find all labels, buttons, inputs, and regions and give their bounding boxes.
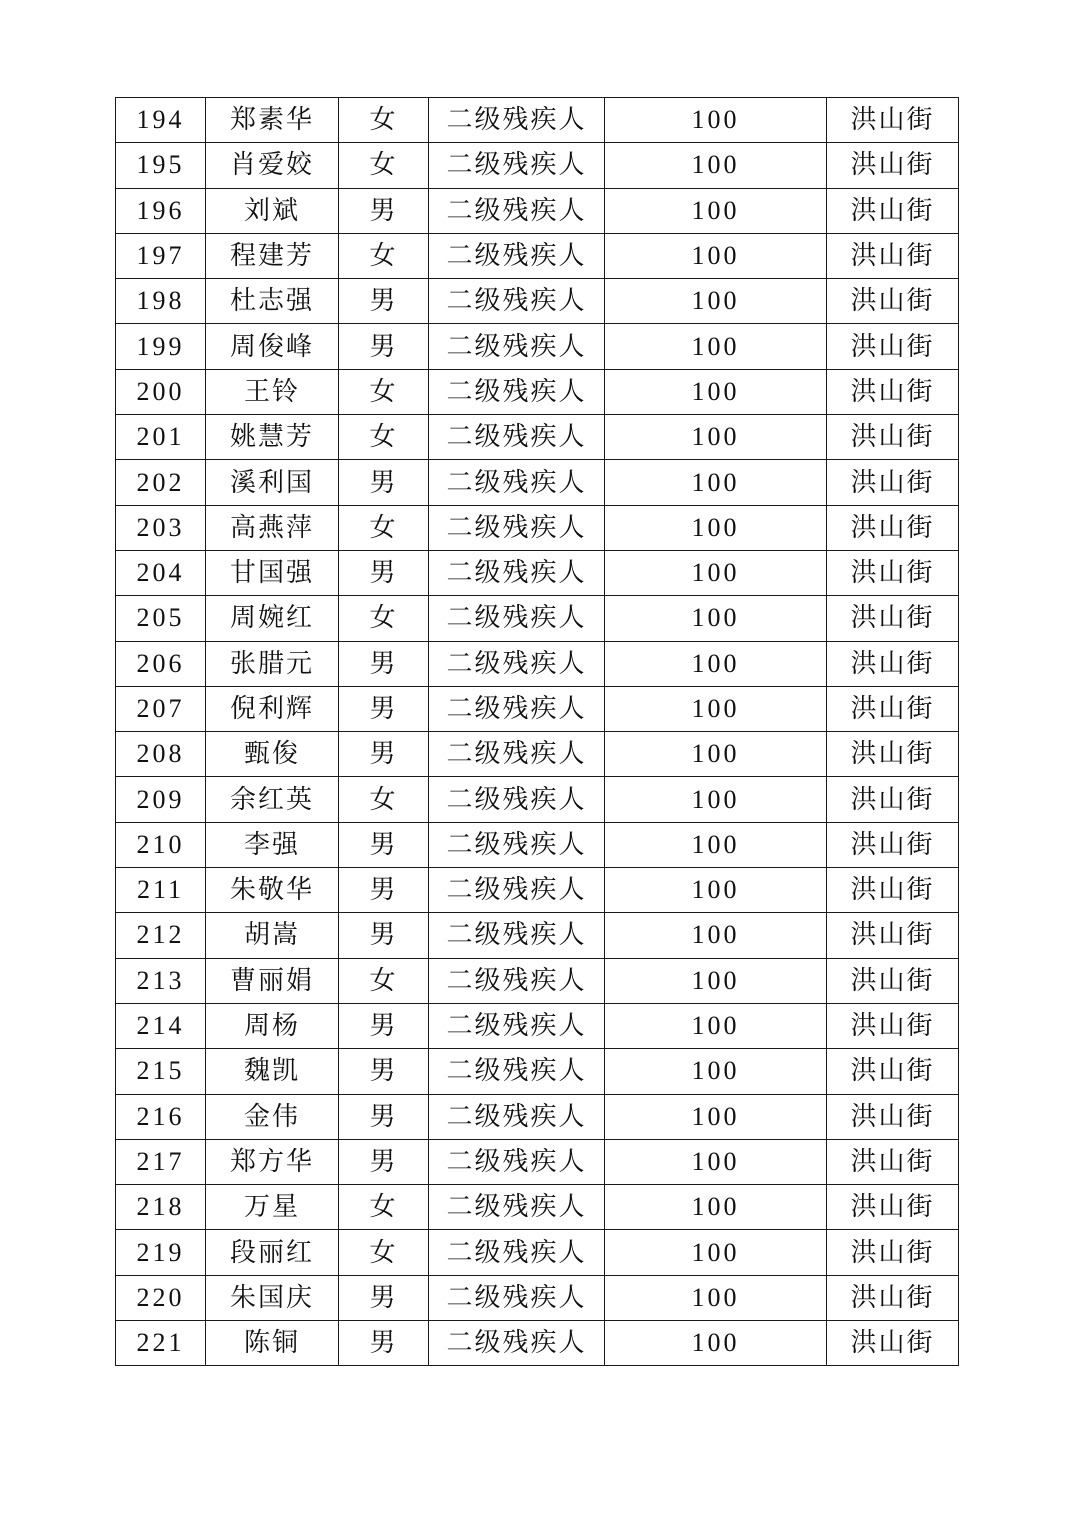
amount-cell: 100: [605, 1275, 827, 1320]
serial-number-cell: 203: [116, 505, 206, 550]
name-cell: 魏凯: [206, 1049, 339, 1094]
category-cell: 二级残疾人: [429, 460, 605, 505]
category-cell: 二级残疾人: [429, 1321, 605, 1366]
table-row: [116, 732, 959, 777]
street-cell: 洪山街: [827, 188, 959, 233]
name-cell: 刘斌: [206, 188, 339, 233]
street-cell: 洪山街: [827, 1094, 959, 1139]
category-cell: 二级残疾人: [429, 98, 605, 143]
gender-cell: 男: [339, 641, 429, 686]
table-row: [116, 460, 959, 505]
serial-number-cell: 202: [116, 460, 206, 505]
serial-number-cell: 209: [116, 777, 206, 822]
gender-cell: 男: [339, 324, 429, 369]
street-cell: 洪山街: [827, 98, 959, 143]
recipient-table: [115, 97, 959, 1366]
street-cell: 洪山街: [827, 279, 959, 324]
gender-cell: 女: [339, 369, 429, 414]
gender-cell: 男: [339, 460, 429, 505]
name-cell: 李强: [206, 822, 339, 867]
name-cell: 朱国庆: [206, 1275, 339, 1320]
serial-number-cell: 196: [116, 188, 206, 233]
gender-cell: 女: [339, 143, 429, 188]
category-cell: 二级残疾人: [429, 505, 605, 550]
amount-cell: 100: [605, 868, 827, 913]
category-cell: 二级残疾人: [429, 1275, 605, 1320]
serial-number-cell: 194: [116, 98, 206, 143]
name-cell: 周婉红: [206, 596, 339, 641]
serial-number-cell: 195: [116, 143, 206, 188]
amount-cell: 100: [605, 143, 827, 188]
serial-number-cell: 217: [116, 1139, 206, 1184]
street-cell: 洪山街: [827, 686, 959, 731]
table-row: [116, 777, 959, 822]
category-cell: 二级残疾人: [429, 596, 605, 641]
street-cell: 洪山街: [827, 868, 959, 913]
name-cell: 王铃: [206, 369, 339, 414]
street-cell: 洪山街: [827, 913, 959, 958]
table-row: [116, 1230, 959, 1275]
serial-number-cell: 201: [116, 415, 206, 460]
name-cell: 张腊元: [206, 641, 339, 686]
serial-number-cell: 218: [116, 1185, 206, 1230]
amount-cell: 100: [605, 460, 827, 505]
gender-cell: 男: [339, 1275, 429, 1320]
amount-cell: 100: [605, 596, 827, 641]
street-cell: 洪山街: [827, 1185, 959, 1230]
table-row: [116, 913, 959, 958]
name-cell: 倪利辉: [206, 686, 339, 731]
category-cell: 二级残疾人: [429, 777, 605, 822]
category-cell: 二级残疾人: [429, 279, 605, 324]
name-cell: 万星: [206, 1185, 339, 1230]
street-cell: 洪山街: [827, 460, 959, 505]
serial-number-cell: 197: [116, 233, 206, 278]
category-cell: 二级残疾人: [429, 143, 605, 188]
table-row: [116, 596, 959, 641]
table-row: [116, 550, 959, 595]
serial-number-cell: 215: [116, 1049, 206, 1094]
category-cell: 二级残疾人: [429, 1139, 605, 1184]
name-cell: 余红英: [206, 777, 339, 822]
name-cell: 杜志强: [206, 279, 339, 324]
recipient-table-body: [116, 98, 959, 1366]
table-row: [116, 1094, 959, 1139]
amount-cell: 100: [605, 777, 827, 822]
street-cell: 洪山街: [827, 143, 959, 188]
gender-cell: 男: [339, 1049, 429, 1094]
table-row: [116, 822, 959, 867]
street-cell: 洪山街: [827, 505, 959, 550]
gender-cell: 男: [339, 822, 429, 867]
category-cell: 二级残疾人: [429, 958, 605, 1003]
gender-cell: 男: [339, 1321, 429, 1366]
table-row: [116, 98, 959, 143]
category-cell: 二级残疾人: [429, 1003, 605, 1048]
gender-cell: 女: [339, 233, 429, 278]
amount-cell: 100: [605, 1230, 827, 1275]
table-row: [116, 686, 959, 731]
serial-number-cell: 206: [116, 641, 206, 686]
category-cell: 二级残疾人: [429, 369, 605, 414]
category-cell: 二级残疾人: [429, 1230, 605, 1275]
serial-number-cell: 220: [116, 1275, 206, 1320]
street-cell: 洪山街: [827, 732, 959, 777]
serial-number-cell: 212: [116, 913, 206, 958]
amount-cell: 100: [605, 913, 827, 958]
serial-number-cell: 213: [116, 958, 206, 1003]
category-cell: 二级残疾人: [429, 415, 605, 460]
street-cell: 洪山街: [827, 641, 959, 686]
serial-number-cell: 198: [116, 279, 206, 324]
serial-number-cell: 211: [116, 868, 206, 913]
name-cell: 胡嵩: [206, 913, 339, 958]
amount-cell: 100: [605, 822, 827, 867]
table-row: [116, 958, 959, 1003]
gender-cell: 男: [339, 1139, 429, 1184]
amount-cell: 100: [605, 641, 827, 686]
name-cell: 程建芳: [206, 233, 339, 278]
category-cell: 二级残疾人: [429, 1094, 605, 1139]
table-row: [116, 1049, 959, 1094]
table-row: [116, 143, 959, 188]
table-row: [116, 505, 959, 550]
table-row: [116, 369, 959, 414]
street-cell: 洪山街: [827, 415, 959, 460]
name-cell: 周俊峰: [206, 324, 339, 369]
street-cell: 洪山街: [827, 1003, 959, 1048]
table-row: [116, 1185, 959, 1230]
gender-cell: 女: [339, 1230, 429, 1275]
gender-cell: 女: [339, 958, 429, 1003]
amount-cell: 100: [605, 233, 827, 278]
gender-cell: 女: [339, 505, 429, 550]
gender-cell: 男: [339, 279, 429, 324]
gender-cell: 女: [339, 596, 429, 641]
serial-number-cell: 204: [116, 550, 206, 595]
table-row: [116, 324, 959, 369]
street-cell: 洪山街: [827, 369, 959, 414]
serial-number-cell: 205: [116, 596, 206, 641]
amount-cell: 100: [605, 1003, 827, 1048]
category-cell: 二级残疾人: [429, 233, 605, 278]
street-cell: 洪山街: [827, 1275, 959, 1320]
serial-number-cell: 200: [116, 369, 206, 414]
category-cell: 二级残疾人: [429, 686, 605, 731]
amount-cell: 100: [605, 550, 827, 595]
street-cell: 洪山街: [827, 550, 959, 595]
serial-number-cell: 210: [116, 822, 206, 867]
name-cell: 甘国强: [206, 550, 339, 595]
amount-cell: 100: [605, 1139, 827, 1184]
street-cell: 洪山街: [827, 1049, 959, 1094]
gender-cell: 男: [339, 868, 429, 913]
category-cell: 二级残疾人: [429, 868, 605, 913]
amount-cell: 100: [605, 324, 827, 369]
serial-number-cell: 219: [116, 1230, 206, 1275]
table-row: [116, 1321, 959, 1366]
amount-cell: 100: [605, 369, 827, 414]
table-row: [116, 1275, 959, 1320]
street-cell: 洪山街: [827, 1230, 959, 1275]
name-cell: 郑素华: [206, 98, 339, 143]
table-row: [116, 233, 959, 278]
amount-cell: 100: [605, 1185, 827, 1230]
table-row: [116, 279, 959, 324]
amount-cell: 100: [605, 1321, 827, 1366]
street-cell: 洪山街: [827, 1139, 959, 1184]
amount-cell: 100: [605, 958, 827, 1003]
name-cell: 朱敬华: [206, 868, 339, 913]
serial-number-cell: 216: [116, 1094, 206, 1139]
category-cell: 二级残疾人: [429, 324, 605, 369]
gender-cell: 女: [339, 98, 429, 143]
gender-cell: 女: [339, 1185, 429, 1230]
amount-cell: 100: [605, 188, 827, 233]
gender-cell: 男: [339, 913, 429, 958]
gender-cell: 男: [339, 1094, 429, 1139]
category-cell: 二级残疾人: [429, 641, 605, 686]
amount-cell: 100: [605, 686, 827, 731]
street-cell: 洪山街: [827, 233, 959, 278]
name-cell: 肖爱姣: [206, 143, 339, 188]
name-cell: 高燕萍: [206, 505, 339, 550]
street-cell: 洪山街: [827, 324, 959, 369]
serial-number-cell: 221: [116, 1321, 206, 1366]
gender-cell: 男: [339, 732, 429, 777]
category-cell: 二级残疾人: [429, 822, 605, 867]
gender-cell: 男: [339, 188, 429, 233]
amount-cell: 100: [605, 505, 827, 550]
table-row: [116, 1139, 959, 1184]
gender-cell: 女: [339, 415, 429, 460]
table-row: [116, 868, 959, 913]
amount-cell: 100: [605, 98, 827, 143]
name-cell: 姚慧芳: [206, 415, 339, 460]
table-row: [116, 415, 959, 460]
street-cell: 洪山街: [827, 1321, 959, 1366]
name-cell: 陈铜: [206, 1321, 339, 1366]
street-cell: 洪山街: [827, 958, 959, 1003]
name-cell: 郑方华: [206, 1139, 339, 1184]
amount-cell: 100: [605, 415, 827, 460]
name-cell: 周杨: [206, 1003, 339, 1048]
category-cell: 二级残疾人: [429, 913, 605, 958]
street-cell: 洪山街: [827, 596, 959, 641]
gender-cell: 男: [339, 686, 429, 731]
street-cell: 洪山街: [827, 822, 959, 867]
serial-number-cell: 214: [116, 1003, 206, 1048]
serial-number-cell: 199: [116, 324, 206, 369]
gender-cell: 女: [339, 777, 429, 822]
category-cell: 二级残疾人: [429, 1049, 605, 1094]
table-row: [116, 188, 959, 233]
category-cell: 二级残疾人: [429, 550, 605, 595]
gender-cell: 男: [339, 1003, 429, 1048]
category-cell: 二级残疾人: [429, 732, 605, 777]
name-cell: 溪利国: [206, 460, 339, 505]
name-cell: 段丽红: [206, 1230, 339, 1275]
category-cell: 二级残疾人: [429, 1185, 605, 1230]
serial-number-cell: 208: [116, 732, 206, 777]
amount-cell: 100: [605, 732, 827, 777]
name-cell: 曹丽娟: [206, 958, 339, 1003]
street-cell: 洪山街: [827, 777, 959, 822]
amount-cell: 100: [605, 1049, 827, 1094]
amount-cell: 100: [605, 1094, 827, 1139]
table-row: [116, 1003, 959, 1048]
category-cell: 二级残疾人: [429, 188, 605, 233]
table-row: [116, 641, 959, 686]
amount-cell: 100: [605, 279, 827, 324]
gender-cell: 男: [339, 550, 429, 595]
name-cell: 金伟: [206, 1094, 339, 1139]
serial-number-cell: 207: [116, 686, 206, 731]
name-cell: 甄俊: [206, 732, 339, 777]
